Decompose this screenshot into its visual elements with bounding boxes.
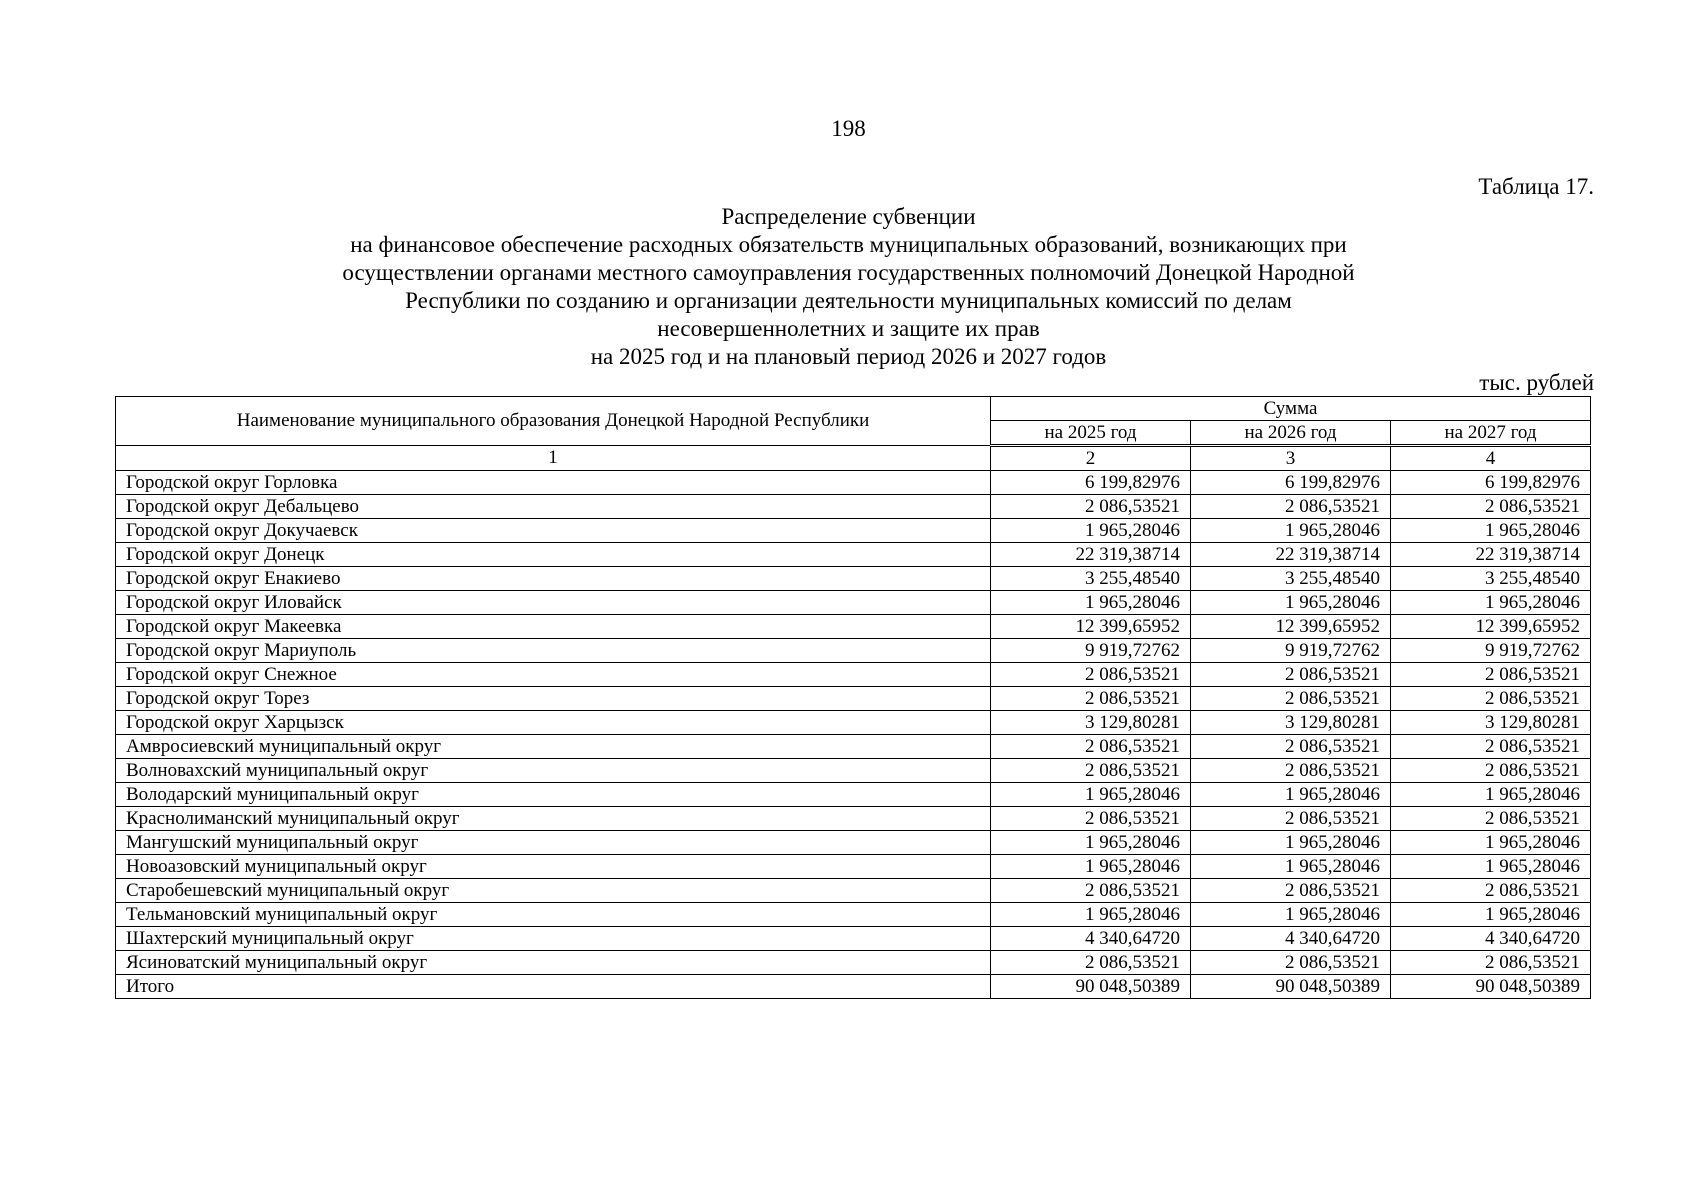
table-row — [116, 951, 1591, 975]
amount-2026: 1 965,28046 — [1191, 831, 1391, 855]
subsidy-table — [115, 396, 1591, 999]
amount-2027: 1 965,28046 — [1391, 591, 1591, 615]
table-row — [116, 903, 1591, 927]
amount-2025: 1 965,28046 — [991, 519, 1191, 543]
amount-2025: 2 086,53521 — [991, 687, 1191, 711]
table-row — [116, 687, 1591, 711]
municipality-name: Володарский муниципальный округ — [116, 783, 991, 807]
table-row — [116, 591, 1591, 615]
amount-2026: 90 048,50389 — [1191, 975, 1391, 999]
column-numbering-row — [116, 446, 1591, 471]
column-number: 1 — [116, 446, 991, 471]
amount-2027: 90 048,50389 — [1391, 975, 1591, 999]
amount-2027: 4 340,64720 — [1391, 927, 1591, 951]
municipality-name: Мангушский муниципальный округ — [116, 831, 991, 855]
municipality-name: Городской округ Докучаевск — [116, 519, 991, 543]
amount-2027: 1 965,28046 — [1391, 783, 1591, 807]
amount-2026: 2 086,53521 — [1191, 495, 1391, 519]
amount-2025: 1 965,28046 — [991, 591, 1191, 615]
amount-2027: 3 255,48540 — [1391, 567, 1591, 591]
table-row — [116, 471, 1591, 495]
municipality-name: Шахтерский муниципальный округ — [116, 927, 991, 951]
amount-2026: 22 319,38714 — [1191, 543, 1391, 567]
amount-2025: 3 255,48540 — [991, 567, 1191, 591]
title-line: осуществлении органами местного самоуправления государственных полномочий Донецкой Народной — [342, 260, 1355, 285]
amount-2027: 2 086,53521 — [1391, 879, 1591, 903]
table-title — [0, 203, 1697, 371]
units-label: тыс. рублей — [1479, 370, 1594, 395]
municipality-name: Волновахский муниципальный округ — [116, 759, 991, 783]
amount-2027: 12 399,65952 — [1391, 615, 1591, 639]
amount-2025: 2 086,53521 — [991, 951, 1191, 975]
amount-2026: 2 086,53521 — [1191, 759, 1391, 783]
amount-2026: 1 965,28046 — [1191, 903, 1391, 927]
amount-2025: 2 086,53521 — [991, 735, 1191, 759]
amount-2025: 3 129,80281 — [991, 711, 1191, 735]
column-number: 2 — [991, 446, 1191, 471]
municipality-name: Городской округ Макеевка — [116, 615, 991, 639]
amount-2027: 2 086,53521 — [1391, 951, 1591, 975]
municipality-name: Городской округ Енакиево — [116, 567, 991, 591]
amount-2026: 6 199,82976 — [1191, 471, 1391, 495]
amount-2025: 4 340,64720 — [991, 927, 1191, 951]
table-row — [116, 735, 1591, 759]
amount-2026: 1 965,28046 — [1191, 855, 1391, 879]
table-row — [116, 879, 1591, 903]
amount-2026: 1 965,28046 — [1191, 519, 1391, 543]
amount-2027: 1 965,28046 — [1391, 519, 1591, 543]
amount-2027: 6 199,82976 — [1391, 471, 1591, 495]
municipality-name: Итого — [116, 975, 991, 999]
amount-2026: 4 340,64720 — [1191, 927, 1391, 951]
table-row — [116, 567, 1591, 591]
municipality-name: Городской округ Дебальцево — [116, 495, 991, 519]
header-year-2027: на 2027 год — [1391, 421, 1591, 446]
municipality-name: Городской округ Харцызск — [116, 711, 991, 735]
header-sum: Сумма — [991, 397, 1591, 421]
title-line: Республики по созданию и организации деятельности муниципальных комиссий по делам — [405, 288, 1292, 313]
amount-2026: 3 129,80281 — [1191, 711, 1391, 735]
amount-2025: 22 319,38714 — [991, 543, 1191, 567]
amount-2027: 2 086,53521 — [1391, 735, 1591, 759]
municipality-name: Городской округ Торез — [116, 687, 991, 711]
amount-2026: 12 399,65952 — [1191, 615, 1391, 639]
title-line: на финансовое обеспечение расходных обязательств муниципальных образований, возникающих при — [350, 232, 1347, 257]
amount-2027: 2 086,53521 — [1391, 663, 1591, 687]
total-row — [116, 975, 1591, 999]
table-row — [116, 711, 1591, 735]
amount-2027: 1 965,28046 — [1391, 903, 1591, 927]
amount-2027: 2 086,53521 — [1391, 495, 1591, 519]
table-row — [116, 495, 1591, 519]
table-row — [116, 639, 1591, 663]
municipality-name: Краснолиманский муниципальный округ — [116, 807, 991, 831]
amount-2027: 2 086,53521 — [1391, 807, 1591, 831]
municipality-name: Городской округ Горловка — [116, 471, 991, 495]
amount-2026: 2 086,53521 — [1191, 663, 1391, 687]
amount-2026: 9 919,72762 — [1191, 639, 1391, 663]
title-line: на 2025 год и на плановый период 2026 и 2027 годов — [590, 344, 1107, 369]
table-row — [116, 807, 1591, 831]
municipality-name: Старобешевский муниципальный округ — [116, 879, 991, 903]
table-row — [116, 783, 1591, 807]
amount-2027: 1 965,28046 — [1391, 855, 1591, 879]
table-row — [116, 855, 1591, 879]
amount-2026: 2 086,53521 — [1191, 735, 1391, 759]
title-line: Распределение субвенции — [721, 204, 976, 229]
amount-2025: 2 086,53521 — [991, 495, 1191, 519]
amount-2027: 2 086,53521 — [1391, 687, 1591, 711]
amount-2026: 2 086,53521 — [1191, 687, 1391, 711]
amount-2027: 1 965,28046 — [1391, 831, 1591, 855]
amount-2025: 1 965,28046 — [991, 831, 1191, 855]
table-row — [116, 663, 1591, 687]
column-number: 4 — [1391, 446, 1591, 471]
amount-2025: 90 048,50389 — [991, 975, 1191, 999]
table-row — [116, 519, 1591, 543]
amount-2026: 2 086,53521 — [1191, 879, 1391, 903]
municipality-name: Городской округ Иловайск — [116, 591, 991, 615]
page-number: 198 — [831, 116, 866, 141]
amount-2027: 2 086,53521 — [1391, 759, 1591, 783]
amount-2025: 2 086,53521 — [991, 663, 1191, 687]
column-number: 3 — [1191, 446, 1391, 471]
amount-2027: 22 319,38714 — [1391, 543, 1591, 567]
amount-2026: 3 255,48540 — [1191, 567, 1391, 591]
amount-2025: 6 199,82976 — [991, 471, 1191, 495]
header-name: Наименование муниципального образования Донецкой Народной Республики — [116, 397, 991, 446]
municipality-name: Городской округ Мариуполь — [116, 639, 991, 663]
amount-2025: 12 399,65952 — [991, 615, 1191, 639]
municipality-name: Ясиноватский муниципальный округ — [116, 951, 991, 975]
title-line: несовершеннолетних и защите их прав — [657, 316, 1040, 341]
header-year-2025: на 2025 год — [991, 421, 1191, 446]
table-row — [116, 615, 1591, 639]
amount-2026: 1 965,28046 — [1191, 783, 1391, 807]
amount-2025: 1 965,28046 — [991, 855, 1191, 879]
municipality-name: Амвросиевский муниципальный округ — [116, 735, 991, 759]
table-row — [116, 543, 1591, 567]
table-row — [116, 759, 1591, 783]
municipality-name: Тельмановский муниципальный округ — [116, 903, 991, 927]
amount-2025: 9 919,72762 — [991, 639, 1191, 663]
amount-2026: 2 086,53521 — [1191, 807, 1391, 831]
municipality-name: Новоазовский муниципальный округ — [116, 855, 991, 879]
amount-2025: 1 965,28046 — [991, 903, 1191, 927]
amount-2025: 2 086,53521 — [991, 759, 1191, 783]
amount-2027: 9 919,72762 — [1391, 639, 1591, 663]
municipality-name: Городской округ Снежное — [116, 663, 991, 687]
table-row — [116, 831, 1591, 855]
table-row — [116, 927, 1591, 951]
amount-2026: 1 965,28046 — [1191, 591, 1391, 615]
header-year-2026: на 2026 год — [1191, 421, 1391, 446]
table-label: Таблица 17. — [1478, 174, 1594, 199]
amount-2025: 2 086,53521 — [991, 807, 1191, 831]
amount-2027: 3 129,80281 — [1391, 711, 1591, 735]
amount-2025: 2 086,53521 — [991, 879, 1191, 903]
amount-2026: 2 086,53521 — [1191, 951, 1391, 975]
amount-2025: 1 965,28046 — [991, 783, 1191, 807]
municipality-name: Городской округ Донецк — [116, 543, 991, 567]
